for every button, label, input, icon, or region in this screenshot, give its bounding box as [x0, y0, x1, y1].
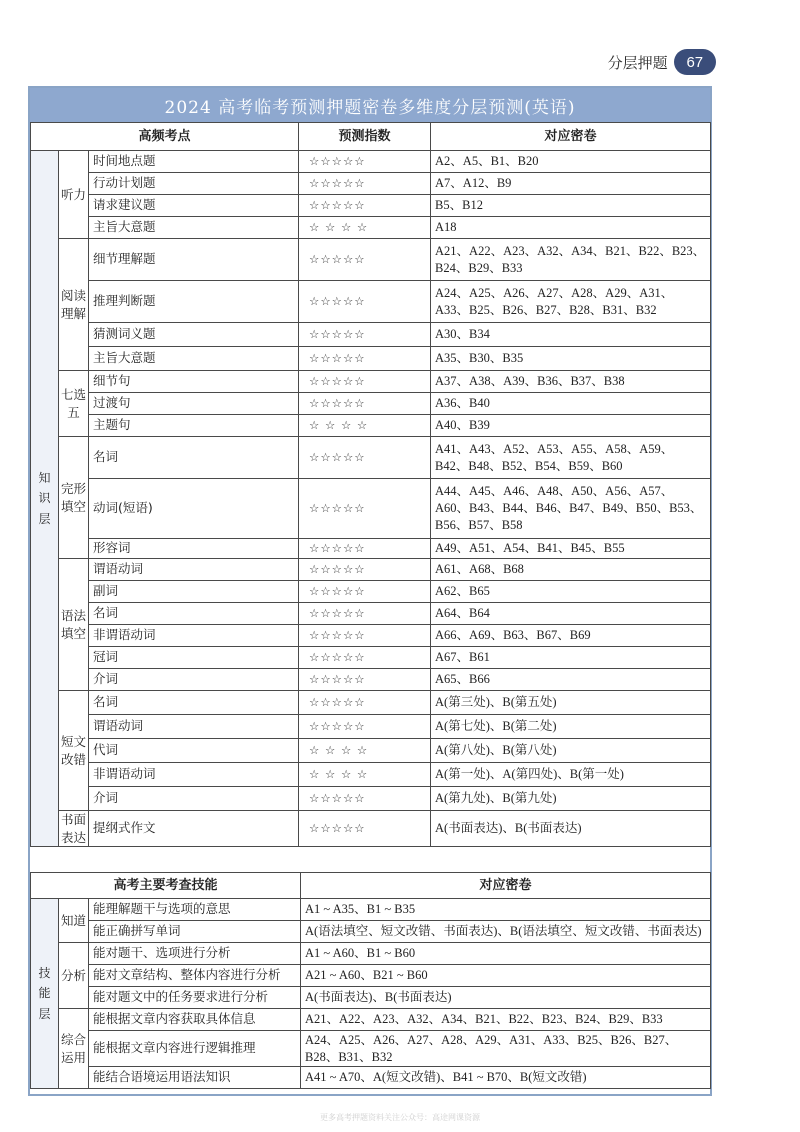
paper-refs: A(第三处)、B(第五处): [431, 691, 711, 715]
knowledge-point: 请求建议题: [89, 195, 299, 217]
knowledge-point: 过渡句: [89, 393, 299, 415]
paper-refs: A62、B65: [431, 581, 711, 603]
table-row: [31, 1009, 711, 1031]
group-label: 完形 填空: [59, 437, 89, 559]
table-row: [31, 479, 711, 539]
paper-refs: A24、A25、A26、A27、A28、A29、A31、A33、B25、B26、B27、B28、B31、B32: [301, 1031, 711, 1067]
knowledge-point: 冠词: [89, 647, 299, 669]
knowledge-point: 介词: [89, 787, 299, 811]
prediction-stars: ☆☆☆☆☆: [299, 173, 431, 195]
table-row: [31, 811, 711, 847]
prediction-stars: ☆☆☆☆☆: [299, 669, 431, 691]
paper-refs: A21、A22、A23、A32、A34、B21、B22、B23、B24、B29、B33: [301, 1009, 711, 1031]
group-label: 综合 运用: [59, 1009, 89, 1089]
paper-refs: A61、A68、B68: [431, 559, 711, 581]
knowledge-table: [30, 122, 711, 847]
header-paper-refs: 对应密卷: [431, 123, 711, 151]
paper-refs: A1 ~ A35、B1 ~ B35: [301, 899, 711, 921]
knowledge-point: 主旨大意题: [89, 347, 299, 371]
paper-refs: A(语法填空、短文改错、书面表达)、B(语法填空、短文改错、书面表达): [301, 921, 711, 943]
paper-refs: A66、A69、B63、B67、B69: [431, 625, 711, 647]
prediction-stars: ☆☆☆☆☆: [299, 151, 431, 173]
group-label: 分析: [59, 943, 89, 1009]
paper-refs: A40、B39: [431, 415, 711, 437]
footer-watermark: 更多高考押题资料关注公众号：高途网课资源: [320, 1113, 480, 1122]
group-label: 短文 改错: [59, 691, 89, 811]
prediction-stars: ☆☆☆☆☆: [299, 625, 431, 647]
prediction-stars: ☆☆☆☆☆: [299, 811, 431, 847]
prediction-stars: ☆ ☆ ☆ ☆: [299, 415, 431, 437]
prediction-stars: ☆☆☆☆☆: [299, 479, 431, 539]
knowledge-point: 主题句: [89, 415, 299, 437]
table-row: [31, 603, 711, 625]
header-skill: 高考主要考查技能: [31, 873, 301, 899]
table-row: [31, 415, 711, 437]
prediction-stars: ☆☆☆☆☆: [299, 437, 431, 479]
prediction-stars: ☆☆☆☆☆: [299, 393, 431, 415]
paper-refs: A44、A45、A46、A48、A50、A56、A57、A60、B43、B44、B46、B47、B49、B50、B53、B56、B57、B58: [431, 479, 711, 539]
table-row: [31, 647, 711, 669]
knowledge-point: 形容词: [89, 539, 299, 559]
prediction-stars: ☆☆☆☆☆: [299, 581, 431, 603]
skill-table: [30, 872, 711, 1089]
prediction-stars: ☆☆☆☆☆: [299, 371, 431, 393]
group-label: 知道: [59, 899, 89, 943]
paper-refs: A41、A43、A52、A53、A55、A58、A59、B42、B48、B52、B54、B59、B60: [431, 437, 711, 479]
prediction-stars: ☆☆☆☆☆: [299, 647, 431, 669]
skill-description: 能根据文章内容进行逻辑推理: [89, 1031, 301, 1067]
group-label: 阅读 理解: [59, 239, 89, 371]
knowledge-point: 时间地点题: [89, 151, 299, 173]
prediction-stars: ☆☆☆☆☆: [299, 323, 431, 347]
paper-refs: A1 ~ A60、B1 ~ B60: [301, 943, 711, 965]
knowledge-point: 非谓语动词: [89, 625, 299, 647]
group-label: 语法 填空: [59, 559, 89, 691]
skill-description: 能对文章结构、整体内容进行分析: [89, 965, 301, 987]
paper-refs: A24、A25、A26、A27、A28、A29、A31、A33、B25、B26、B27、B28、B31、B32: [431, 281, 711, 323]
skill-description: 能正确拼写单词: [89, 921, 301, 943]
paper-refs: A7、A12、B9: [431, 173, 711, 195]
table-row: [31, 921, 711, 943]
table-row: [31, 347, 711, 371]
skill-description: 能对题干、选项进行分析: [89, 943, 301, 965]
table-row: [31, 393, 711, 415]
table-row: [31, 899, 711, 921]
paper-refs: A67、B61: [431, 647, 711, 669]
knowledge-point: 动词(短语): [89, 479, 299, 539]
paper-refs: A(第七处)、B(第二处): [431, 715, 711, 739]
skill-description: 能根据文章内容获取具体信息: [89, 1009, 301, 1031]
paper-refs: A49、A51、A54、B41、B45、B55: [431, 539, 711, 559]
paper-refs: A(第八处)、B(第八处): [431, 739, 711, 763]
paper-refs: A35、B30、B35: [431, 347, 711, 371]
prediction-stars: ☆☆☆☆☆: [299, 195, 431, 217]
prediction-stars: ☆☆☆☆☆: [299, 559, 431, 581]
document-title: 2024 高考临考预测押题密卷多维度分层预测(英语): [30, 88, 710, 122]
knowledge-point: 非谓语动词: [89, 763, 299, 787]
table-row: [31, 1031, 711, 1067]
paper-refs: A21 ~ A60、B21 ~ B60: [301, 965, 711, 987]
skill-description: 能对题文中的任务要求进行分析: [89, 987, 301, 1009]
table-row: [31, 151, 711, 173]
table-row: [31, 763, 711, 787]
knowledge-point: 介词: [89, 669, 299, 691]
header-prediction-index: 预测指数: [299, 123, 431, 151]
table-row: [31, 281, 711, 323]
table-row: [31, 715, 711, 739]
skill-description: 能结合语境运用语法知识: [89, 1067, 301, 1089]
table-row: [31, 669, 711, 691]
table-row: [31, 559, 711, 581]
table-row: [31, 965, 711, 987]
table-row: [31, 539, 711, 559]
knowledge-point: 名词: [89, 691, 299, 715]
knowledge-point: 细节理解题: [89, 239, 299, 281]
table-row: [31, 173, 711, 195]
knowledge-point: 细节句: [89, 371, 299, 393]
group-label: 听力: [59, 151, 89, 239]
skill-description: 能理解题干与选项的意思: [89, 899, 301, 921]
table-row: [31, 581, 711, 603]
section-label: 分层押题: [607, 53, 668, 72]
table-row: [31, 943, 711, 965]
knowledge-point: 名词: [89, 603, 299, 625]
knowledge-point: 提纲式作文: [89, 811, 299, 847]
group-label: 书面 表达: [59, 811, 89, 847]
paper-refs: A(书面表达)、B(书面表达): [301, 987, 711, 1009]
prediction-stars: ☆☆☆☆☆: [299, 603, 431, 625]
table-row: [31, 371, 711, 393]
table-row: [31, 323, 711, 347]
prediction-stars: ☆☆☆☆☆: [299, 691, 431, 715]
paper-refs: B5、B12: [431, 195, 711, 217]
paper-refs: A41 ~ A70、A(短文改错)、B41 ~ B70、B(短文改错): [301, 1067, 711, 1089]
table-row: [31, 1067, 711, 1089]
paper-refs: A21、A22、A23、A32、A34、B21、B22、B23、B24、B29、B33: [431, 239, 711, 281]
prediction-stars: ☆☆☆☆☆: [299, 787, 431, 811]
paper-refs: A(第一处)、A(第四处)、B(第一处): [431, 763, 711, 787]
knowledge-point: 副词: [89, 581, 299, 603]
knowledge-point: 谓语动词: [89, 715, 299, 739]
paper-refs: A(第九处)、B(第九处): [431, 787, 711, 811]
table-row: [31, 437, 711, 479]
knowledge-point: 谓语动词: [89, 559, 299, 581]
paper-refs: A65、B66: [431, 669, 711, 691]
prediction-stars: ☆☆☆☆☆: [299, 715, 431, 739]
paper-refs: A(书面表达)、B(书面表达): [431, 811, 711, 847]
prediction-stars: ☆ ☆ ☆ ☆: [299, 763, 431, 787]
knowledge-point: 行动计划题: [89, 173, 299, 195]
knowledge-point: 名词: [89, 437, 299, 479]
page-header: [606, 48, 716, 76]
knowledge-point: 主旨大意题: [89, 217, 299, 239]
table-row: [31, 739, 711, 763]
paper-refs: A30、B34: [431, 323, 711, 347]
table-row: [31, 239, 711, 281]
document-frame: [28, 86, 712, 1096]
layer-label: 知 识 层: [31, 151, 59, 847]
paper-refs: A2、A5、B1、B20: [431, 151, 711, 173]
table-row: [31, 987, 711, 1009]
prediction-stars: ☆☆☆☆☆: [299, 539, 431, 559]
header-skill-refs: 对应密卷: [301, 873, 711, 899]
paper-refs: A18: [431, 217, 711, 239]
table-row: [31, 691, 711, 715]
paper-refs: A64、B64: [431, 603, 711, 625]
table-row: [31, 625, 711, 647]
prediction-stars: ☆ ☆ ☆ ☆: [299, 739, 431, 763]
knowledge-point: 猜测词义题: [89, 323, 299, 347]
group-label: 七选 五: [59, 371, 89, 437]
page-number: 67: [674, 49, 716, 75]
table-row: [31, 195, 711, 217]
table-row: [31, 217, 711, 239]
knowledge-point: 代词: [89, 739, 299, 763]
table-row: [31, 787, 711, 811]
header-knowledge-point: 高频考点: [31, 123, 299, 151]
prediction-stars: ☆ ☆ ☆ ☆: [299, 217, 431, 239]
prediction-stars: ☆☆☆☆☆: [299, 239, 431, 281]
paper-refs: A37、A38、A39、B36、B37、B38: [431, 371, 711, 393]
prediction-stars: ☆☆☆☆☆: [299, 347, 431, 371]
layer-label: 技 能 层: [31, 899, 59, 1089]
paper-refs: A36、B40: [431, 393, 711, 415]
prediction-stars: ☆☆☆☆☆: [299, 281, 431, 323]
knowledge-point: 推理判断题: [89, 281, 299, 323]
